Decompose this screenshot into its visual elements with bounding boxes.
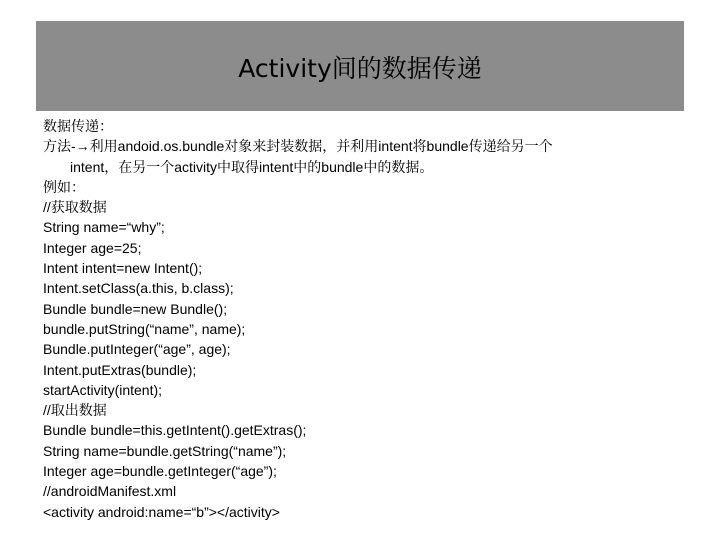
code-line: startActivity(intent); [43,381,163,398]
code-line: Intent.setClass(a.this, b.class); [43,280,234,297]
body-line: 方法-→利用andoid.os.bundle对象来封装数据，并利用intent将bundle传递给另一个 [43,138,553,155]
title-bar [36,21,684,111]
body-line: 数据传递： [43,118,113,134]
slide-title: Activity间的数据传递 [238,54,482,83]
slide-body [43,116,683,522]
code-line: Bundle.putInteger(“age”, age); [43,341,231,358]
code-line: <activity android:name=“b”></activity> [43,503,280,520]
code-line: String name=bundle.getString(“name”); [43,442,287,459]
code-line: Bundle bundle=this.getIntent().getExtras(); [43,422,307,439]
code-comment: //获取数据 [43,199,107,216]
code-line: Integer age=25; [43,239,142,256]
code-line: Intent intent=new Intent(); [43,260,203,277]
body-line: intent，在另一个activity中取得intent中的bundle中的数据。 [70,158,434,175]
code-line: Bundle bundle=new Bundle(); [43,300,228,317]
code-line: bundle.putString(“name”, name); [43,320,246,337]
code-comment: //取出数据 [43,402,107,419]
body-line: 例如： [43,178,85,195]
code-line: Intent.putExtras(bundle); [43,361,197,378]
code-line: Integer age=bundle.getInteger(“age”); [43,463,277,480]
code-line: String name=“why”; [43,219,165,236]
code-comment: //androidManifest.xml [43,483,177,500]
